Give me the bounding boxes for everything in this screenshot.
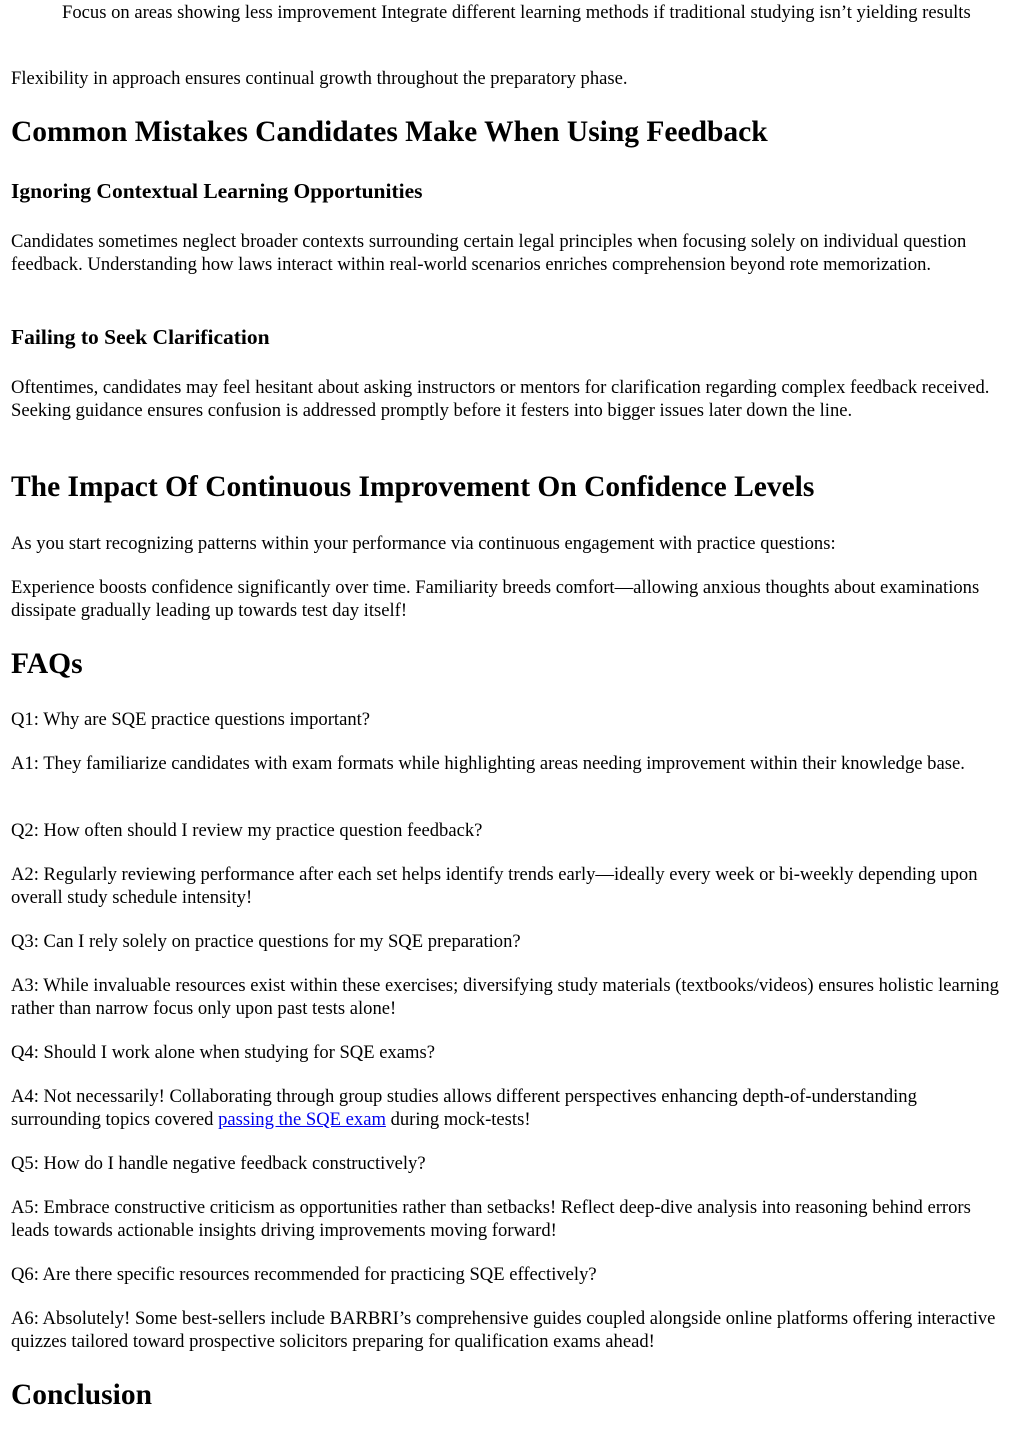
- impact-body-paragraph: Experience boosts confidence significantly over time. Familiarity breeds comfort—allowing anxious thoughts about examinations dissipate gradually leading up towards test day itself!: [11, 577, 980, 621]
- faq-answer-6: A6: Absolutely! Some best-sellers include BARBRI’s comprehensive guides coupled alongside online platforms offering interactive quizzes tailored toward prospective solicitors preparing for qualification exams ahead!: [11, 1308, 996, 1352]
- faq-question-3: Q3: Can I rely solely on practice questions for my SQE preparation?: [11, 931, 521, 952]
- list-item-text: Focus on areas showing less improvement Integrate different learning methods if traditional studying isn’t yielding results: [62, 2, 971, 23]
- faq-answer-1: A1: They familiarize candidates with exam formats while highlighting areas needing improvement within their knowledge base.: [11, 753, 965, 774]
- contextual-paragraph: Candidates sometimes neglect broader contexts surrounding certain legal principles when focusing solely on individual question feedback. Understanding how laws interact within real-world scenarios enriches comprehension beyond rote memorization.: [11, 231, 967, 275]
- faq-answer-3: A3: While invaluable resources exist within these exercises; diversifying study materials (textbooks/videos) ensures holistic learning rather than narrow focus only upon past tests alone!: [11, 975, 999, 1019]
- faq-answer-4-text-start: A4: Not necessarily! Collaborating through group studies allows different perspectives enhancing depth-of-understanding surrounding topics covered: [11, 1086, 917, 1130]
- faq-answer-4: [11, 1085, 1011, 1131]
- faq-answer-5: A5: Embrace constructive criticism as opportunities rather than setbacks! Reflect deep-dive analysis into reasoning behind errors leads towards actionable insights driving improvements moving forward!: [11, 1197, 971, 1241]
- clarification-paragraph: Oftentimes, candidates may feel hesitant about asking instructors or mentors for clarification regarding complex feedback received. Seeking guidance ensures confusion is addressed promptly before it festers into bigger issues later down the line.: [11, 377, 990, 421]
- passing-sqe-exam-link[interactable]: passing the SQE exam: [218, 1109, 386, 1130]
- impact-heading: The Impact Of Continuous Improvement On Confidence Levels: [11, 471, 815, 503]
- conclusion-heading: Conclusion: [11, 1379, 152, 1411]
- faq-question-2: Q2: How often should I review my practice question feedback?: [11, 820, 483, 841]
- faq-question-5: Q5: How do I handle negative feedback constructively?: [11, 1153, 426, 1174]
- faq-answer-4-text-end: during mock-tests!: [385, 1109, 531, 1130]
- impact-intro-paragraph: As you start recognizing patterns within your performance via continuous engagement with practice questions:: [11, 533, 836, 554]
- faq-question-6: Q6: Are there specific resources recommended for practicing SQE effectively?: [11, 1264, 597, 1285]
- faq-question-4: Q4: Should I work alone when studying for SQE exams?: [11, 1042, 435, 1063]
- faq-question-1: Q1: Why are SQE practice questions important?: [11, 709, 371, 730]
- faqs-heading: FAQs: [11, 648, 83, 680]
- contextual-subheading: Ignoring Contextual Learning Opportunities: [11, 179, 423, 203]
- flexibility-paragraph: Flexibility in approach ensures continual growth throughout the preparatory phase.: [11, 68, 628, 89]
- clarification-subheading: Failing to Seek Clarification: [11, 325, 270, 349]
- faq-answer-2: A2: Regularly reviewing performance after each set helps identify trends early—ideally every week or bi-weekly depending upon overall study schedule intensity!: [11, 864, 978, 908]
- mistakes-heading: Common Mistakes Candidates Make When Using Feedback: [11, 116, 768, 148]
